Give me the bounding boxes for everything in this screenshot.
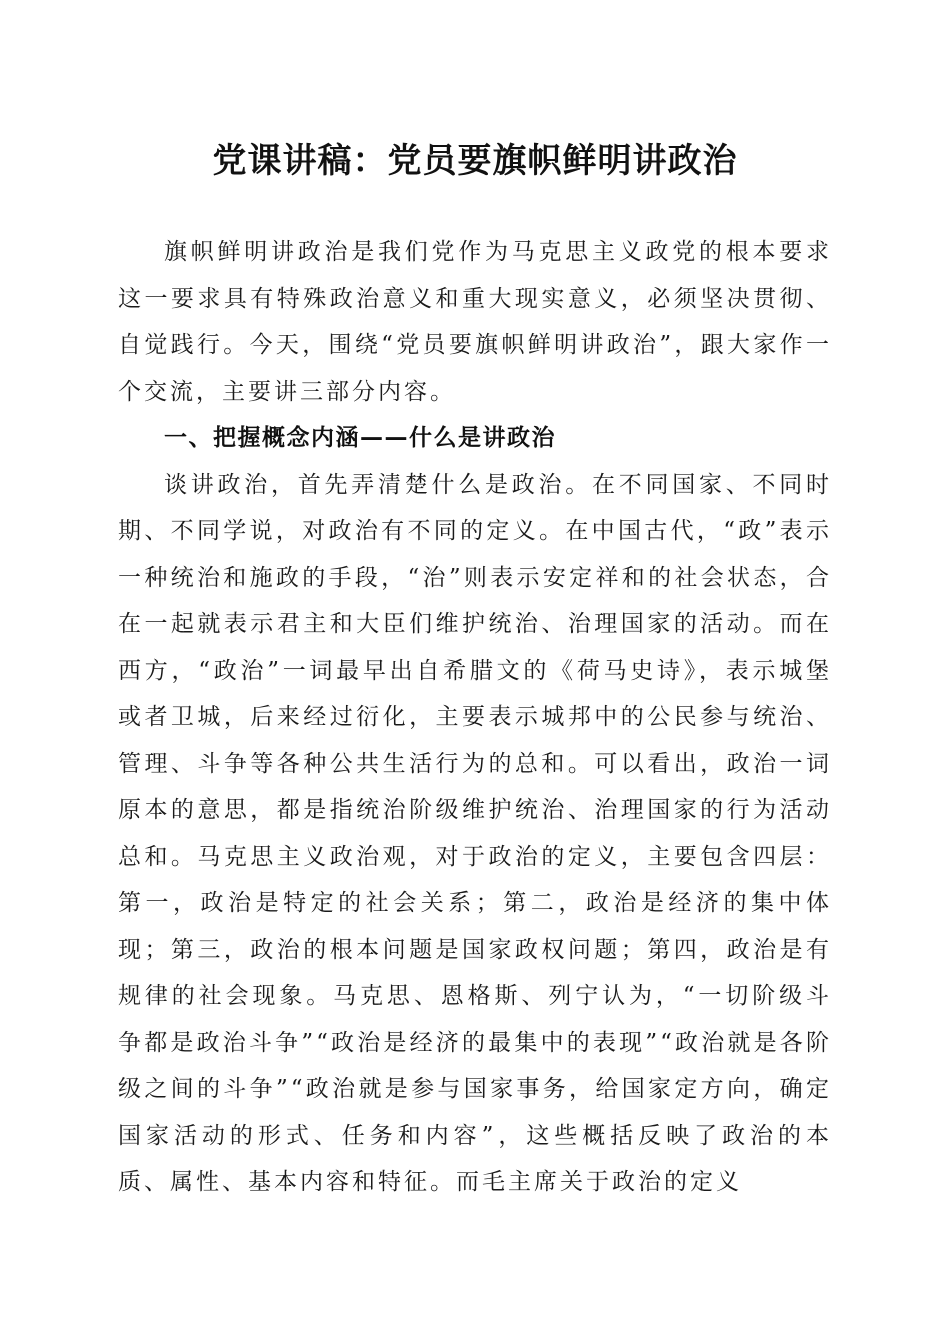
page-title: 党课讲稿：党员要旗帜鲜明讲政治 [212, 141, 738, 181]
section-heading: 一、把握概念内涵——什么是讲政治 [164, 425, 556, 451]
document-body [118, 229, 832, 1206]
section-paragraph: 谈讲政治，首先弄清楚什么是政治。在不同国家、不同时期、不同学说，对政治有不同的定义。在中国古代，“政”表示一种统治和施政的手段，“治”则表示安定祥和的社会状态，合在一起就表示君主和大臣们维护统治、治理国家的活动。而在西方，“政治”一词最早出自希腊文的《荷马史诗》，表示城堡或者卫城，后来经过衍化，主要表示城邦中的公民参与统治、管理、斗争等各种公共生活行为的总和。可以看出，政治一词原本的意思，都是指统治阶级维护统治、治理国家的行为活动总和。马克思主义政治观，对于政治的定义，主要包含四层：第一，政治是特定的社会关系；第二，政治是经济的集中体现；第三，政治的根本问题是国家政权问题；第四，政治是有规律的社会现象。马克思、恩格斯、列宁认为，“一切阶级斗争都是政治斗争”“政治是经济的最集中的表现”“政治就是各阶级之间的斗争”“政治就是参与国家事务，给国家定方向，确定国家活动的形式、任务和内容”，这些概括反映了政治的本质、属性、基本内容和特征。而毛主席关于政治的定义 [118, 471, 832, 1195]
intro-paragraph: 旗帜鲜明讲政治是我们党作为马克思主义政党的根本要求这一要求具有特殊政治意义和重大现实意义，必须坚决贯彻、自觉践行。今天，围绕“党员要旗帜鲜明讲政治”，跟大家作一个交流，主要讲三部分内容。 [118, 239, 832, 405]
